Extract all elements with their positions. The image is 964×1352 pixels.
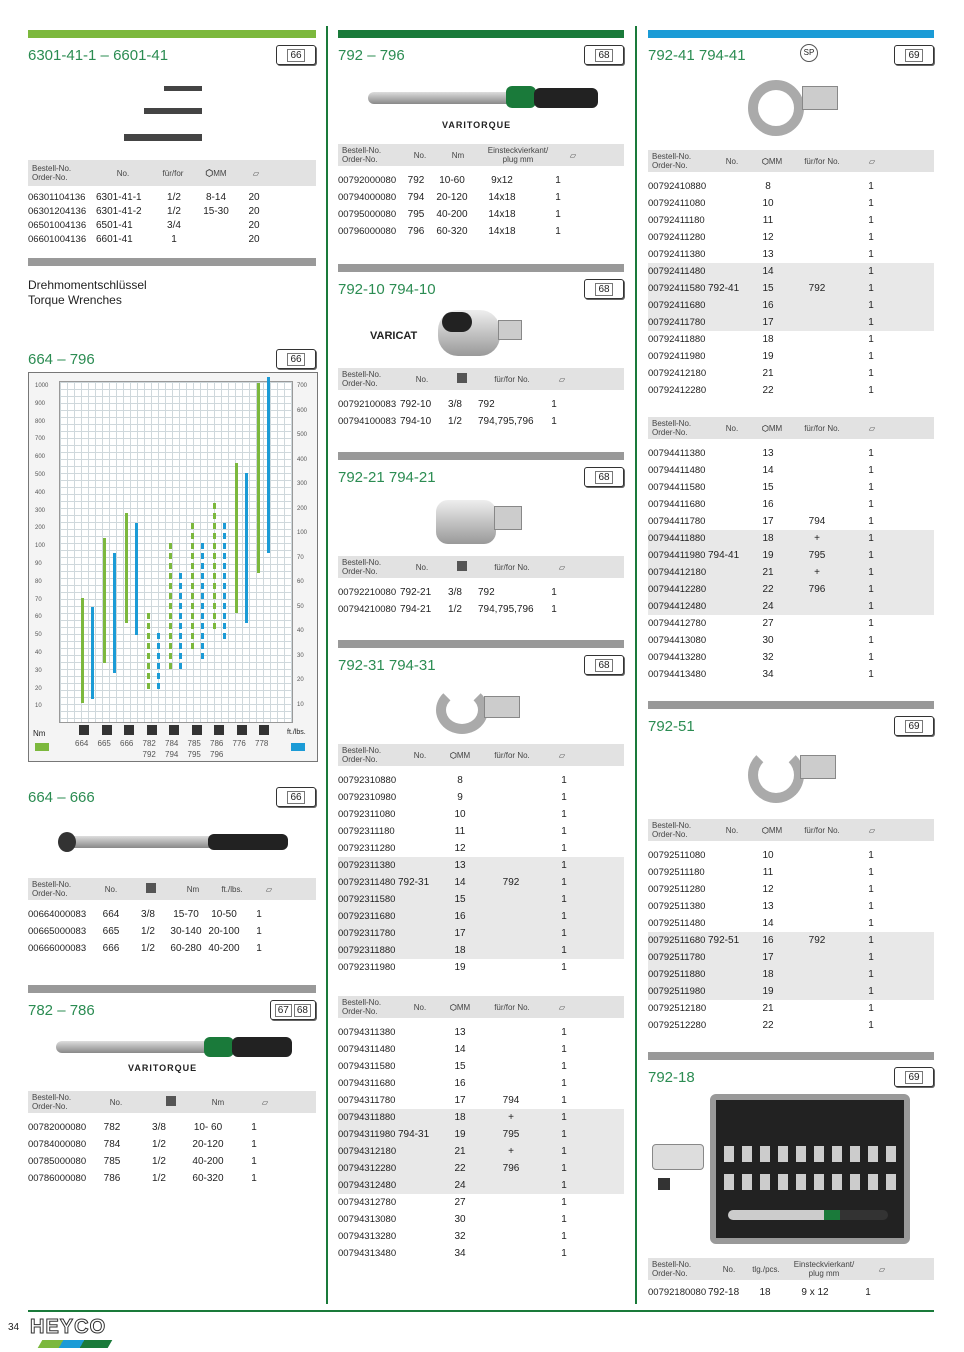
- ftlbs-range-bar: [157, 633, 160, 689]
- left-tick-label: 50: [35, 632, 42, 639]
- section-title: 792-31 794-31: [338, 656, 436, 674]
- pack-icon: ▱: [569, 150, 577, 160]
- open-end-head-image: [338, 682, 624, 738]
- table-body: [338, 1024, 624, 1262]
- table-row: 00792411680 16 1: [648, 297, 934, 314]
- section-title: 664 – 796: [28, 350, 95, 368]
- table-row: 00792511780 17 1: [648, 949, 934, 966]
- section-bar: [28, 30, 316, 38]
- table-row: 00792411280 12 1: [648, 232, 874, 243]
- brand-logo: VARICAT: [370, 330, 418, 342]
- wrench-type-icon: [147, 725, 157, 735]
- wrench-type-icon: [102, 725, 112, 735]
- section-header: [338, 460, 624, 494]
- section-title: 792-10 794-10: [338, 280, 436, 298]
- catalog-page-ref[interactable]: 67 68: [270, 1000, 316, 1020]
- pack-icon: ▱: [265, 884, 273, 894]
- nm-range-bar: [191, 523, 194, 653]
- section-header: [28, 38, 316, 72]
- pins-image: [28, 72, 316, 154]
- section-title: 6301-41-1 – 6601-41: [28, 46, 169, 64]
- mm-icon: ⬡MM: [761, 825, 783, 835]
- left-tick-label: 300: [35, 507, 46, 514]
- section-header: [648, 1060, 934, 1094]
- table-row: 00794311480 14 1: [338, 1044, 567, 1055]
- section-title: 782 – 786: [28, 1001, 95, 1019]
- left-tick-label: 40: [35, 650, 42, 656]
- torque-wrench-image: [28, 814, 316, 872]
- sp-badge: SP: [800, 44, 818, 62]
- table-row: 00792511380 13 1: [648, 901, 874, 912]
- right-tick-label: 700: [297, 383, 308, 389]
- nm-range-bar: [257, 383, 260, 573]
- table-row: 00792311780 17 1: [338, 925, 624, 942]
- section-title: 792-41 794-41: [648, 46, 746, 64]
- category-label-2: 795: [187, 750, 201, 759]
- table-body: [338, 172, 624, 240]
- table-header: Bestell-No. Order-No. No. ⬡MM für/for No. ▱: [338, 996, 624, 1018]
- section-title: 664 – 666: [28, 788, 95, 806]
- table-row: 00792311280 12 1: [338, 843, 567, 854]
- section-header: [648, 709, 934, 743]
- left-tick-label: 500: [35, 472, 46, 478]
- right-tick-label: 50: [297, 603, 304, 610]
- left-tick-label: 800: [35, 418, 46, 425]
- left-tick-label: 200: [35, 525, 46, 532]
- table-row: 00792310880 8 1: [338, 775, 567, 786]
- ftlbs-legend-swatch: [291, 743, 305, 751]
- table-row: 00792511080 10 1: [648, 850, 874, 861]
- table-row: 00792311680 16 1: [338, 908, 624, 925]
- heading-en: Torque Wrenches: [28, 293, 122, 307]
- wrench-type-icon: [169, 725, 179, 735]
- catalog-page-ref[interactable]: 68: [584, 467, 624, 487]
- table-row: 00792311380 13 1: [338, 857, 624, 874]
- left-tick-label: 60: [35, 614, 42, 621]
- left-tick-label: 30: [35, 667, 42, 674]
- table-header: Bestell-No. Order-No. No. ⬡MM für/for No. ▱: [338, 744, 624, 766]
- pack-icon: ▱: [878, 1264, 886, 1274]
- pack-icon: ▱: [868, 423, 876, 433]
- table-header: Bestell-No. Order-No. No. ⬡MM für/for No. ▱: [648, 819, 934, 841]
- table-row: 00792512180 21 1: [648, 1003, 874, 1014]
- category-label: 664: [75, 739, 89, 748]
- category-label-2: 792: [142, 750, 156, 759]
- right-tick-label: 100: [297, 530, 308, 536]
- nm-range-bar: [81, 598, 84, 703]
- section-title: 792 – 796: [338, 46, 405, 64]
- left-tick-label: 90: [35, 561, 42, 567]
- right-tick-label: 300: [297, 481, 308, 487]
- table-row: 00792411780 17 1: [648, 314, 934, 331]
- category-label: 665: [97, 739, 111, 748]
- table-body: [338, 584, 624, 618]
- section-bar: [338, 264, 624, 272]
- table-row: 00794413080 30 1: [648, 635, 874, 646]
- table-body: [338, 396, 624, 430]
- table-row: 00785000080 785 1/2 40-200 1: [28, 1156, 257, 1167]
- pack-icon: ▱: [868, 825, 876, 835]
- varicat-ratchet-image: [338, 306, 624, 362]
- table-row: 00794411580 15 1: [648, 482, 874, 493]
- catalog-page-ref[interactable]: 68: [584, 279, 624, 299]
- ftlbs-range-bar: [179, 573, 182, 673]
- nm-range-bar: [213, 503, 216, 633]
- right-tick-label: 10: [297, 701, 304, 708]
- table-header: Bestell-No. Order-No. No. ⬡MM für/for No. ▱: [648, 150, 934, 172]
- mm-icon: ⬡MM: [761, 423, 783, 433]
- table-row: 00794412480 24 1: [648, 598, 934, 615]
- pack-icon: ▱: [558, 374, 566, 384]
- left-tick-label: 70: [35, 596, 42, 603]
- table-row: 00792411380 13 1: [648, 249, 874, 260]
- table-row: 00792311180 11 1: [338, 826, 567, 837]
- mm-icon: ⬡MM: [449, 1002, 471, 1012]
- left-tick-label: 700: [35, 436, 46, 443]
- right-tick-label: 70: [297, 554, 304, 561]
- ftlbs-range-bar: [91, 607, 94, 699]
- table-header: Bestell-No. Order-No. No. Nm ▱: [28, 1091, 316, 1113]
- pack-icon: ▱: [558, 562, 566, 572]
- table-row: 00792180080 792-18 18 9 x 12 1: [648, 1287, 871, 1298]
- table-row: 00794100083 794-10 1/2 794,795,796 1: [338, 416, 557, 427]
- table-row: 00792412280 22 1: [648, 385, 874, 396]
- ring-head-image: [648, 72, 934, 144]
- category-label: 776: [232, 739, 246, 748]
- table-row: 00794413480 34 1: [648, 669, 874, 680]
- right-tick-label: 600: [297, 407, 308, 414]
- table-row: 00792100083 792-10 3/8 792 1: [338, 399, 557, 410]
- table-row: 00794412280 22 796 1: [648, 581, 934, 598]
- table-row: 06601004136 6601-41 1 20: [28, 233, 260, 245]
- table-row: 00792311580 15 1: [338, 891, 624, 908]
- table-header: Bestell-No. Order-No. No. für/for No. ▱: [338, 556, 624, 578]
- column-3: [648, 0, 934, 1301]
- right-tick-label: 60: [297, 579, 304, 585]
- ratchet-head-image: [338, 494, 624, 550]
- table-row: 00794311880 18 + 1: [338, 1109, 624, 1126]
- wrench-type-icon: [79, 725, 89, 735]
- left-tick-label: 900: [35, 400, 46, 407]
- right-tick-label: 200: [297, 505, 308, 512]
- table-body: [28, 1119, 316, 1187]
- table-body: [28, 906, 316, 957]
- table-row: 00794312280 22 796 1: [338, 1160, 624, 1177]
- category-label: 784: [165, 739, 179, 748]
- table-row: 06501004136 6501-41 3/4 20: [28, 219, 260, 231]
- mm-icon: ⬡MM: [761, 156, 783, 166]
- nm-range-bar: [125, 513, 128, 623]
- table-body: [648, 445, 934, 683]
- pack-icon: ▱: [868, 156, 876, 166]
- table-row: 00792412180 21 1: [648, 368, 874, 379]
- table-row: 00794411880 18 + 1: [648, 530, 934, 547]
- section-header: [338, 38, 624, 72]
- table-row: 00792411880 18 1: [648, 334, 874, 345]
- table-row: 00792311480 792-31 14 792 1: [338, 874, 624, 891]
- table-row: 00792411080 10 1: [648, 198, 874, 209]
- catalog-page-ref[interactable]: 66: [276, 45, 316, 65]
- table-row: 00792311980 19 1: [338, 962, 567, 973]
- section-header: [338, 272, 624, 306]
- table-row: 00794313080 30 1: [338, 1214, 567, 1225]
- table-row: 00794411680 16 1: [648, 499, 874, 510]
- section-header: [338, 648, 624, 682]
- table-row: 00792511880 18 1: [648, 966, 934, 983]
- left-tick-label: 1000: [35, 383, 49, 389]
- table-row: 00786000080 786 1/2 60-320 1: [28, 1173, 257, 1184]
- table-row: 06301104136 6301-41-1 1/2 8-14 20: [28, 191, 260, 203]
- table-header: Bestell-No. Order-No. No. Nm Einsteckvierkant/ plug mm ▱: [338, 144, 624, 166]
- catalog-page-ref[interactable]: 68: [584, 45, 624, 65]
- mm-icon: ⬡MM: [449, 750, 471, 760]
- catalog-page-ref[interactable]: 69: [894, 1067, 934, 1087]
- varitorque-wrench-image: [338, 72, 624, 138]
- catalog-page-ref[interactable]: 69: [894, 716, 934, 736]
- catalog-page-ref[interactable]: 69: [894, 45, 934, 65]
- left-tick-label: 80: [35, 578, 42, 585]
- brand-stripes: [38, 1340, 113, 1348]
- table-row: 00792311080 10 1: [338, 809, 567, 820]
- table-row: 00794312780 27 1: [338, 1197, 567, 1208]
- table-row: 00794411780 17 794 1: [648, 516, 874, 527]
- left-tick-label: 10: [35, 703, 42, 710]
- wrench-type-icon: [192, 725, 202, 735]
- column-divider: [326, 26, 328, 1304]
- table-row: 00794000080 794 20-120 14x18 1: [338, 192, 561, 203]
- section-bar: [28, 985, 316, 993]
- right-tick-label: 500: [297, 432, 308, 438]
- ftlbs-range-bar: [267, 377, 270, 553]
- catalog-page-ref[interactable]: 66: [276, 349, 316, 369]
- nm-range-bar: [169, 543, 172, 673]
- table-row: 00794313480 34 1: [338, 1248, 567, 1259]
- catalog-page-ref[interactable]: 66: [276, 787, 316, 807]
- mm-icon: ⬡MM: [205, 167, 227, 178]
- table-row: 00792410880 8 1: [648, 181, 874, 192]
- table-header: Bestell-No. Order-No. No. für/for No. ▱: [338, 368, 624, 390]
- square-drive-icon: [126, 883, 176, 895]
- table-row: 00792411580 792-41 15 792 1: [648, 280, 934, 297]
- table-row: 00796000080 796 60-320 14x18 1: [338, 226, 561, 237]
- section-bar: [338, 640, 624, 648]
- category-label: 666: [120, 739, 134, 748]
- nm-range-bar: [147, 613, 150, 689]
- table-row: 00794412780 27 1: [648, 618, 874, 629]
- table-row: 00792511480 14 1: [648, 918, 874, 929]
- table-row: 00794311380 13 1: [338, 1027, 567, 1038]
- nm-label: Nm: [33, 729, 46, 738]
- nm-range-bar: [235, 463, 238, 613]
- section-bar: [648, 1052, 934, 1060]
- table-row: 00792310980 9 1: [338, 792, 567, 803]
- section-bar: [648, 701, 934, 709]
- tool-case-image: [648, 1094, 934, 1252]
- column-1: [28, 0, 316, 376]
- nm-range-bar: [103, 538, 106, 663]
- table-row: 00792411480 14 1: [648, 263, 934, 280]
- table-body: [648, 178, 934, 399]
- table-header: Bestell-No. Order-No. No. ⬡MM für/for No. ▱: [648, 417, 934, 439]
- table-body: [648, 1284, 934, 1301]
- square-drive-icon: [136, 1096, 206, 1108]
- table-row: 00784000080 784 1/2 20-120 1: [28, 1139, 257, 1150]
- table-row: 00794311680 16 1: [338, 1078, 567, 1089]
- table-row: 00795000080 795 40-200 14x18 1: [338, 209, 561, 220]
- ftlbs-range-bar: [201, 543, 204, 663]
- left-tick-label: 20: [35, 685, 42, 692]
- table-row: 00792210080 792-21 3/8 792 1: [338, 587, 557, 598]
- section-header: [28, 780, 316, 814]
- table-row: 00794411480 14 1: [648, 465, 874, 476]
- table-row: 00666000083 666 1/2 60-280 40-200 1: [28, 943, 262, 954]
- page-number: 34: [8, 1322, 20, 1333]
- table-row: 00794311780 17 794 1: [338, 1095, 567, 1106]
- torque-range-chart: [28, 372, 318, 762]
- table-row: 06301204136 6301-41-2 1/2 15-30 20: [28, 205, 260, 217]
- left-tick-label: 400: [35, 489, 46, 496]
- right-tick-label: 400: [297, 456, 308, 463]
- table-header: Bestell-No. Order-No. No. tlg./pcs. Einsteckvierkant/ plug mm ▱: [648, 1258, 934, 1280]
- column-2: [338, 0, 624, 1262]
- table-row: 00792411980 19 1: [648, 351, 874, 362]
- category-label: 782: [142, 739, 156, 748]
- footer-rule: [28, 1310, 934, 1312]
- brand-logo: VARITORQUE: [442, 120, 512, 130]
- nm-legend-swatch: [35, 743, 49, 751]
- pack-icon: ▱: [558, 750, 566, 760]
- left-tick-label: 600: [35, 454, 46, 461]
- right-tick-label: 30: [297, 652, 304, 659]
- table-row: 00792511680 792-51 16 792 1: [648, 932, 934, 949]
- table-header: Bestell-No. Order-No. No. Nm ft./lbs. ▱: [28, 878, 316, 900]
- pack-icon: ▱: [252, 168, 260, 178]
- column-1b: [28, 780, 316, 1187]
- ftlbs-label: ft./lbs.: [287, 729, 306, 736]
- section-title: 792-21 794-21: [338, 468, 436, 486]
- ftlbs-range-bar: [223, 523, 226, 643]
- heading-de: Drehmomentschlüssel: [28, 278, 147, 292]
- table-row: 00794413280 32 1: [648, 652, 874, 663]
- table-row: 00794411380 13 1: [648, 448, 874, 459]
- left-tick-label: 100: [35, 543, 46, 550]
- square-drive-icon: [442, 561, 482, 573]
- ftlbs-range-bar: [245, 473, 248, 623]
- section-bar: [338, 30, 624, 38]
- pack-icon: ▱: [558, 1002, 566, 1012]
- pack-icon: ▱: [261, 1097, 269, 1107]
- section-bar: [648, 30, 934, 38]
- flare-nut-head-image: [648, 743, 934, 813]
- section-header: [28, 993, 316, 1027]
- table-row: 00794311980 794-31 19 795 1: [338, 1126, 624, 1143]
- category-label: 785: [187, 739, 201, 748]
- category-label: 778: [255, 739, 269, 748]
- table-body: [28, 190, 316, 246]
- column-divider: [635, 26, 637, 1304]
- table-row: 00664000083 664 3/8 15-70 10-50 1: [28, 909, 262, 920]
- section-header: [648, 38, 934, 72]
- table-header: Bestell-No. Order-No. No. für/for ⬡MM ▱: [28, 160, 316, 186]
- table-body: [648, 847, 934, 1034]
- section-bar: [28, 258, 316, 266]
- brand-logo: VARITORQUE: [128, 1063, 198, 1073]
- right-tick-label: 20: [297, 677, 304, 683]
- category-label-2: 796: [210, 750, 224, 759]
- table-row: 00792511180 11 1: [648, 867, 874, 878]
- table-row: 00782000080 782 3/8 10- 60 1: [28, 1122, 257, 1133]
- square-drive-icon: [442, 373, 482, 385]
- table-row: 00794313280 32 1: [338, 1231, 567, 1242]
- section-header: [28, 342, 316, 376]
- table-row: 00792512280 22 1: [648, 1020, 874, 1031]
- ftlbs-range-bar: [113, 553, 116, 673]
- right-tick-label: 40: [297, 628, 304, 634]
- table-row: 00794412180 21 + 1: [648, 564, 934, 581]
- table-row: 00792511280 12 1: [648, 884, 874, 895]
- category-label: 786: [210, 739, 224, 748]
- table-row: 00794312480 24 1: [338, 1177, 624, 1194]
- table-row: 00792311880 18 1: [338, 942, 624, 959]
- section-bar: [338, 452, 624, 460]
- table-body: [338, 772, 624, 976]
- ftlbs-range-bar: [135, 523, 138, 635]
- wrench-type-icon: [259, 725, 269, 735]
- table-row: 00794210080 794-21 1/2 794,795,796 1: [338, 604, 557, 615]
- varitorque-wrench-image: [28, 1027, 316, 1085]
- table-row: 00794312180 21 + 1: [338, 1143, 624, 1160]
- catalog-page-ref[interactable]: 68: [584, 655, 624, 675]
- section-title: 792-51: [648, 717, 695, 735]
- table-row: 00665000083 665 1/2 30-140 20-100 1: [28, 926, 262, 937]
- category-label-2: 794: [165, 750, 179, 759]
- wrench-type-icon: [237, 725, 247, 735]
- table-row: 00794311580 15 1: [338, 1061, 567, 1072]
- wrench-type-icon: [214, 725, 224, 735]
- section-title: 792-18: [648, 1068, 695, 1086]
- table-row: 00792000080 792 10-60 9x12 1: [338, 175, 561, 186]
- brand-logo: HEYCO: [30, 1316, 107, 1338]
- table-row: 00794411980 794-41 19 795 1: [648, 547, 934, 564]
- table-row: 00792511980 19 1: [648, 983, 934, 1000]
- wrench-type-icon: [124, 725, 134, 735]
- table-row: 00792411180 11 1: [648, 215, 874, 226]
